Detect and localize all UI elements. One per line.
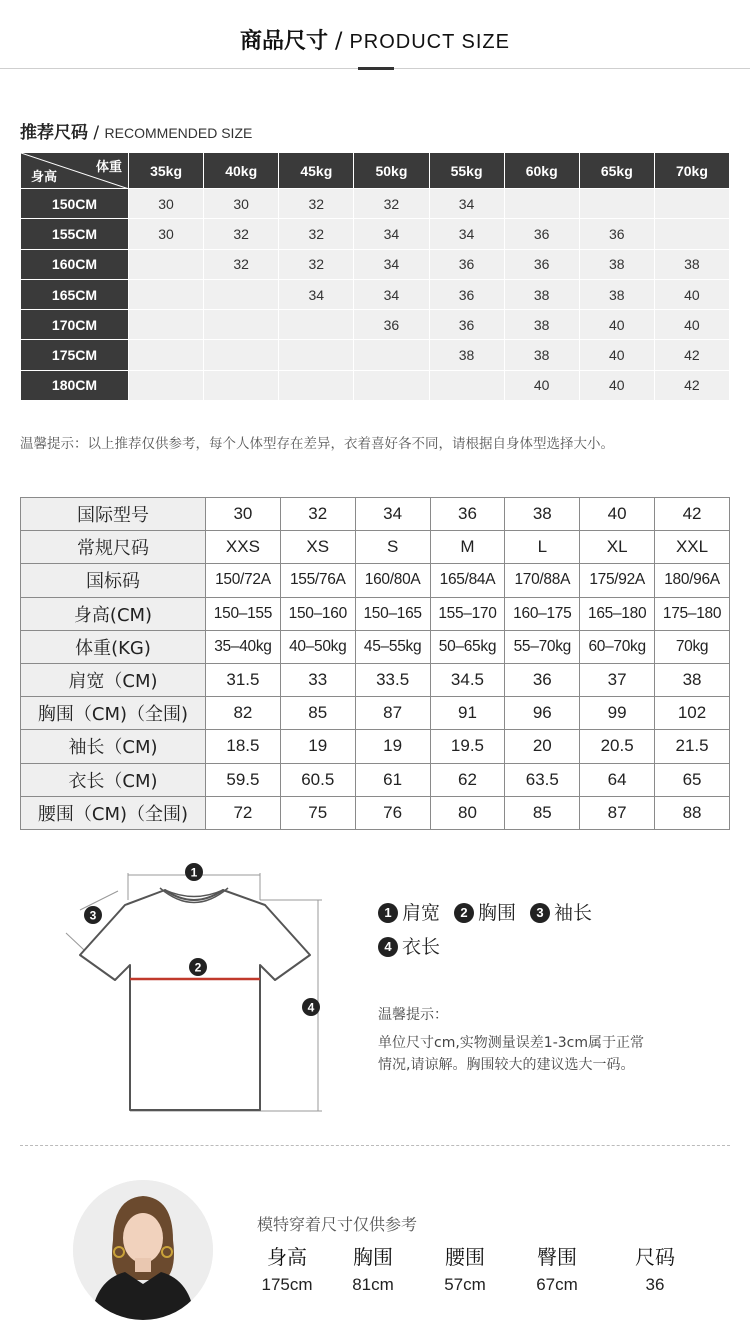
size-cell: 59.5 [206,763,281,796]
size-cell: 32 [280,498,355,531]
size-cell: 96 [505,697,580,730]
size-cell: 34.5 [430,663,505,696]
size-cell: 85 [280,697,355,730]
size-cell: 65 [655,763,730,796]
legend-item [378,895,440,930]
size-cell: 175–180 [655,597,730,630]
size-row [21,763,730,796]
model-key: 臀围 [537,1245,577,1269]
recommended-size-cell [429,370,504,400]
recommended-size-cell [129,249,204,279]
model-photo [73,1180,213,1320]
model-col [620,1241,690,1295]
size-cell: 55–70kg [505,630,580,663]
recommended-title-en: RECOMMENDED SIZE [104,125,253,141]
recommended-size-cell [354,340,429,370]
measure-legend [378,895,718,964]
recommended-size-cell: 40 [579,370,654,400]
legend-label: 袖长 [554,901,593,924]
size-cell: 180/96A [655,564,730,597]
size-row-label: 胸围（CM)（全围) [21,697,206,730]
corner-weight-label: 体重 [95,160,122,175]
recommended-size-cell: 38 [504,279,579,309]
size-row-label: 衣长（CM) [21,763,206,796]
size-cell: XXS [206,531,281,564]
model-value: 67cm [536,1275,578,1294]
size-cell: 40–50kg [280,630,355,663]
model-key: 尺码 [635,1245,675,1269]
weight-header: 50kg [354,153,429,189]
legend-number: 1 [378,903,398,923]
recommended-size-cell: 36 [354,310,429,340]
recommended-size-cell: 40 [504,370,579,400]
recommended-size-cell: 38 [429,340,504,370]
size-cell: 85 [505,796,580,829]
size-cell: 21.5 [655,730,730,763]
size-cell: 38 [505,498,580,531]
size-cell: 61 [355,763,430,796]
size-cell: 63.5 [505,763,580,796]
model-col [338,1241,408,1295]
recommended-size-cell [504,189,579,219]
recommended-size-cell [204,310,279,340]
model-portrait-icon [73,1180,213,1320]
size-cell: 175/92A [580,564,655,597]
height-label: 170CM [21,310,129,340]
size-cell: 150–165 [355,597,430,630]
weight-header: 65kg [579,153,654,189]
weight-header: 55kg [429,153,504,189]
recommended-row [21,340,730,370]
recommended-size-cell: 36 [504,249,579,279]
recommended-size-cell [654,189,729,219]
note-line: 情况,请谅解。胸围较大的建议选大一码。 [378,1057,635,1073]
legend-label: 肩宽 [402,901,441,924]
weight-header: 45kg [279,153,354,189]
model-value: 81cm [352,1275,394,1294]
size-cell: L [505,531,580,564]
size-cell: M [430,531,505,564]
height-label: 155CM [21,219,129,249]
recommended-size-cell [129,340,204,370]
section-divider [20,1145,730,1146]
recommended-size-cell [129,279,204,309]
recommended-size-cell: 32 [279,219,354,249]
recommended-row [21,249,730,279]
size-cell: 76 [355,796,430,829]
size-cell: 160–175 [505,597,580,630]
size-cell: 62 [430,763,505,796]
size-cell: 64 [580,763,655,796]
recommended-size-cell: 34 [279,279,354,309]
size-row-label: 体重(KG) [21,630,206,663]
recommended-row [21,279,730,309]
recommended-size-cell: 38 [504,340,579,370]
model-col [522,1241,592,1295]
recommendation-tip: 温馨提示：以上推荐仅供参考，每个人体型存在差异，衣着喜好各不同，请根据自身体型选择大小。 [20,436,614,452]
size-cell: 150–160 [280,597,355,630]
header-accent-bar [358,67,394,70]
size-row [21,531,730,564]
size-cell: 19 [280,730,355,763]
recommended-size-cell: 36 [429,279,504,309]
size-cell: 19.5 [430,730,505,763]
corner-height-label: 身高 [31,170,58,185]
size-cell: 102 [655,697,730,730]
size-cell: 88 [655,796,730,829]
size-cell: 60.5 [280,763,355,796]
recommended-size-cell: 34 [354,249,429,279]
recommended-size-cell: 38 [579,249,654,279]
size-cell: XS [280,531,355,564]
recommended-row [21,219,730,249]
size-cell: 87 [580,796,655,829]
size-row [21,597,730,630]
size-cell: 38 [655,663,730,696]
recommended-size-cell: 40 [579,340,654,370]
height-label: 160CM [21,249,129,279]
size-cell: 36 [430,498,505,531]
size-cell: XL [580,531,655,564]
size-cell: 75 [280,796,355,829]
tshirt-icon [60,855,360,1125]
size-cell: 20 [505,730,580,763]
recommended-size-cell: 34 [354,219,429,249]
recommended-size-cell [129,370,204,400]
size-cell: 34 [355,498,430,531]
size-cell: 36 [505,663,580,696]
recommended-size-cell: 34 [429,219,504,249]
recommended-row [21,370,730,400]
recommended-row [21,189,730,219]
size-row-label: 国际型号 [21,498,206,531]
size-cell: 19 [355,730,430,763]
height-label: 165CM [21,279,129,309]
recommended-header-row [21,153,730,189]
diagram-marker-1: 1 [190,865,198,880]
size-cell: 37 [580,663,655,696]
recommended-size-cell: 34 [429,189,504,219]
recommended-size-cell: 34 [354,279,429,309]
legend-item [378,930,440,965]
recommended-row [21,310,730,340]
size-cell: 20.5 [580,730,655,763]
size-cell: 42 [655,498,730,531]
model-value: 175cm [261,1275,313,1294]
model-value: 36 [645,1275,665,1294]
diagram-marker-2: 2 [194,960,202,975]
size-cell: 72 [206,796,281,829]
model-col [430,1241,500,1295]
page-title [0,24,750,55]
legend-number: 2 [454,903,474,923]
recommended-size-cell [204,279,279,309]
recommended-size-cell: 38 [504,310,579,340]
weight-header: 40kg [204,153,279,189]
recommended-size-cell: 30 [129,219,204,249]
size-row-label: 国标码 [21,564,206,597]
size-cell: 160/80A [355,564,430,597]
recommended-size-cell: 30 [129,189,204,219]
size-row [21,663,730,696]
recommended-size-cell: 30 [204,189,279,219]
tshirt-measure-diagram [60,855,360,1125]
size-cell: 165/84A [430,564,505,597]
title-en: PRODUCT SIZE [349,31,510,53]
legend-number: 3 [530,903,550,923]
note-title: 温馨提示： [378,1007,448,1023]
size-row [21,796,730,829]
legend-item [530,895,592,930]
recommended-size-cell: 42 [654,340,729,370]
size-cell: XXL [655,531,730,564]
height-label: 175CM [21,340,129,370]
size-cell: 82 [206,697,281,730]
recommended-size-table [20,152,730,401]
size-cell: 60–70kg [580,630,655,663]
size-row-label: 腰围（CM)（全围) [21,796,206,829]
model-col [252,1241,322,1295]
recommended-size-cell: 40 [654,310,729,340]
recommended-size-cell: 32 [204,249,279,279]
recommended-size-cell: 40 [654,279,729,309]
recommended-size-cell: 42 [654,370,729,400]
recommended-size-cell: 32 [279,189,354,219]
legend-label: 胸围 [478,901,517,924]
recommended-size-cell [279,340,354,370]
size-row-label: 身高(CM) [21,597,206,630]
size-row [21,730,730,763]
size-cell: 33 [280,663,355,696]
corner-cell [21,153,129,189]
size-cell: 155/76A [280,564,355,597]
recommended-size-cell [279,310,354,340]
size-row-label: 常规尺码 [21,531,206,564]
height-label: 180CM [21,370,129,400]
size-cell: 165–180 [580,597,655,630]
recommended-size-cell [654,219,729,249]
recommended-size-cell [204,370,279,400]
page-header [0,0,750,70]
model-key: 胸围 [353,1245,393,1269]
recommended-title-cn: 推荐尺码 [20,123,88,143]
model-value: 57cm [444,1275,486,1294]
recommended-size-cell [354,370,429,400]
size-cell: 40 [580,498,655,531]
size-row [21,564,730,597]
size-row-label: 袖长（CM) [21,730,206,763]
size-cell: 70kg [655,630,730,663]
recommended-size-cell [579,189,654,219]
diagram-marker-4: 4 [307,1000,315,1015]
model-key: 身高 [267,1245,307,1269]
recommended-size-cell: 38 [654,249,729,279]
height-label: 150CM [21,189,129,219]
size-cell: 80 [430,796,505,829]
size-chart-table [20,497,730,830]
recommended-size-cell: 40 [579,310,654,340]
size-cell: 91 [430,697,505,730]
recommended-size-cell: 38 [579,279,654,309]
recommended-size-cell [129,310,204,340]
note-line: 单位尺寸cm,实物测量误差1-3cm属于正常 [378,1035,644,1051]
title-cn: 商品尺寸 [240,29,329,54]
size-cell: 150–155 [206,597,281,630]
size-cell: 87 [355,697,430,730]
weight-header: 35kg [129,153,204,189]
recommended-size-cell [204,340,279,370]
recommended-size-cell: 32 [204,219,279,249]
recommended-size-cell: 36 [429,310,504,340]
weight-header: 70kg [654,153,729,189]
size-cell: 31.5 [206,663,281,696]
recommended-size-cell: 36 [429,249,504,279]
size-row [21,498,730,531]
size-row-label: 肩宽（CM) [21,663,206,696]
model-reference-text: 模特穿着尺寸仅供参考 [257,1215,418,1234]
size-row [21,630,730,663]
recommended-size-cell: 36 [504,219,579,249]
legend-number: 4 [378,937,398,957]
recommended-title [20,118,252,143]
size-cell: 30 [206,498,281,531]
size-cell: 150/72A [206,564,281,597]
size-cell: 50–65kg [430,630,505,663]
size-cell: 33.5 [355,663,430,696]
recommended-size-cell: 32 [354,189,429,219]
weight-header: 60kg [504,153,579,189]
recommended-size-cell: 32 [279,249,354,279]
size-cell: 35–40kg [206,630,281,663]
size-cell: 45–55kg [355,630,430,663]
legend-item [454,895,516,930]
size-cell: 99 [580,697,655,730]
measure-note [378,1004,708,1076]
size-cell: S [355,531,430,564]
diagram-marker-3: 3 [89,908,97,923]
recommended-title-separator: / [88,123,105,143]
size-cell: 18.5 [206,730,281,763]
size-row [21,697,730,730]
recommended-size-cell [279,370,354,400]
size-cell: 155–170 [430,597,505,630]
title-separator: / [328,29,350,54]
size-cell: 170/88A [505,564,580,597]
legend-label: 衣长 [402,936,441,958]
model-key: 腰围 [445,1245,485,1269]
recommended-size-cell: 36 [579,219,654,249]
